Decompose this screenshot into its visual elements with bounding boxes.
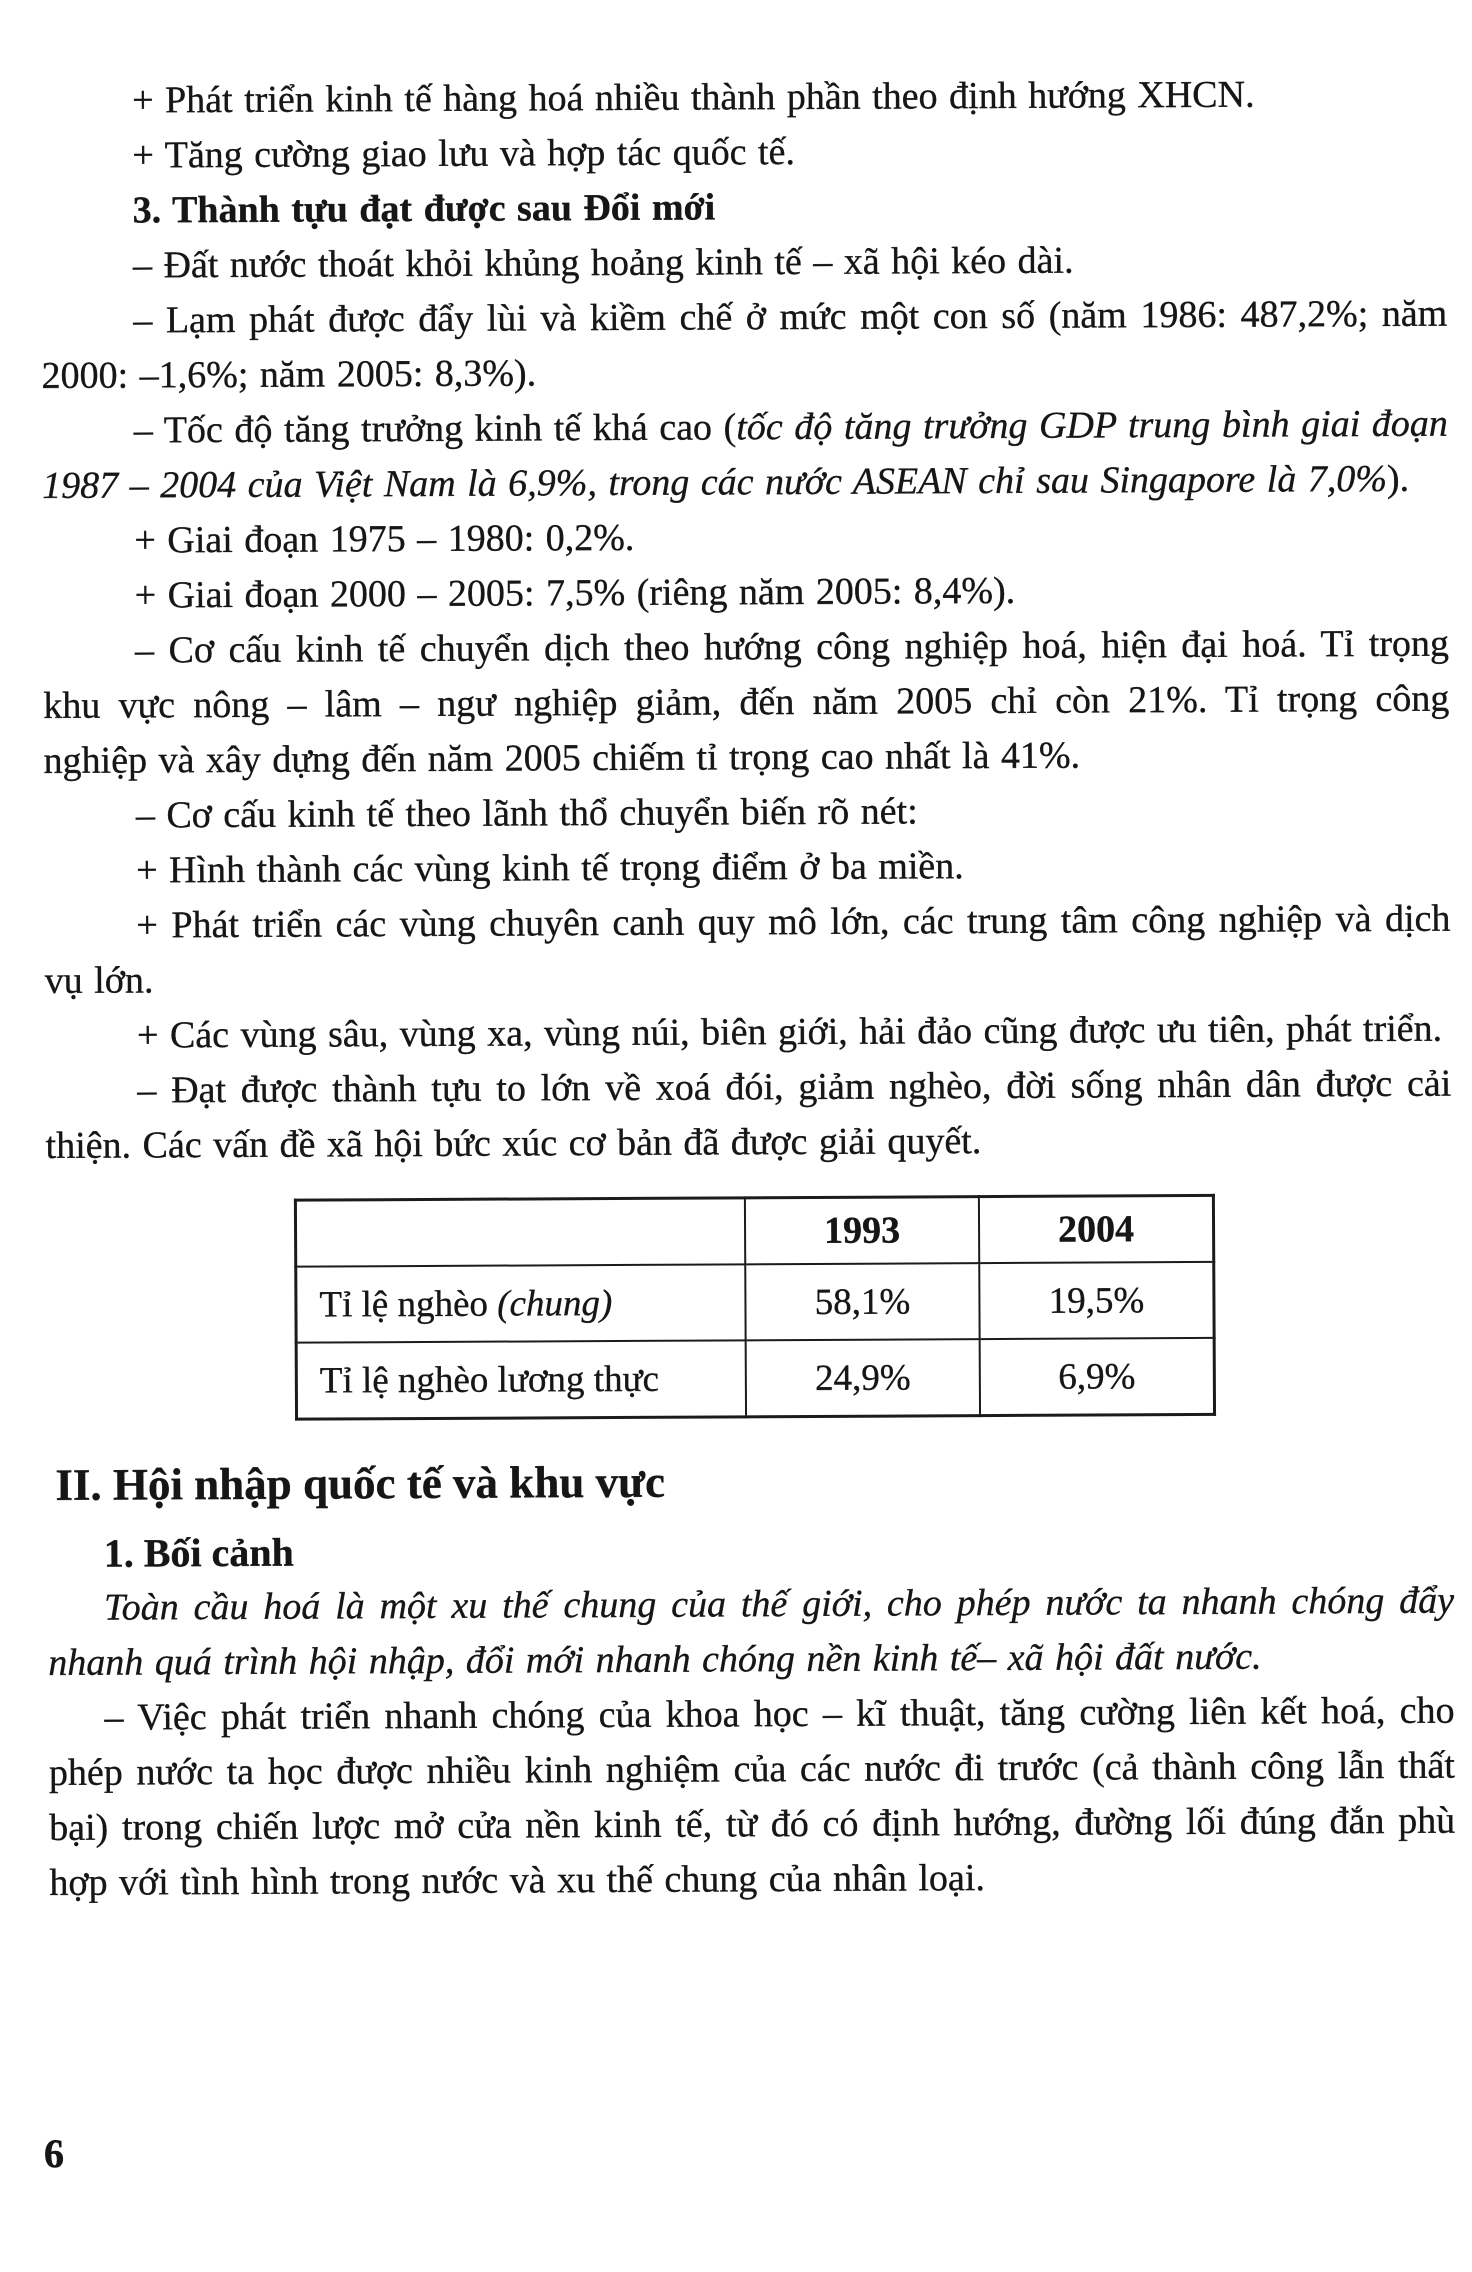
gdp-growth-detail: tốc độ tăng trưởng GDP trung bình giai đoạn 1987 – 2004 của Việt Nam là 6,9%, trong các nước ASEAN chỉ sau Singapore là 7,0% bbox=[42, 402, 1448, 507]
table-header-1993: 1993 bbox=[745, 1197, 979, 1265]
heading-achievements-after-doi-moi: 3. Thành tựu đạt được sau Đổi mới bbox=[132, 186, 716, 232]
bullet-period-1975-1980: + Giai đoạn 1975 – 1980: 0,2%. bbox=[134, 516, 635, 562]
row-label-poverty-general bbox=[296, 1264, 746, 1342]
table-row-poverty-food bbox=[296, 1338, 1214, 1419]
cell-food-1993: 24,9% bbox=[746, 1339, 980, 1417]
table-corner-cell bbox=[295, 1198, 745, 1267]
cell-general-2004: 19,5% bbox=[979, 1262, 1214, 1339]
bullet-period-2000-2005: + Giai đoạn 2000 – 2005: 7,5% (riêng năm 2005: 8,4%). bbox=[134, 569, 1016, 617]
para-inflation-control: – Lạm phát được đẩy lùi và kiềm chế ở mức một con số (năm 1986: 487,2%; năm 2000: –1,6%; năm 2005: 8,3%). bbox=[41, 292, 1448, 397]
row-label-text: Tỉ lệ nghèo bbox=[319, 1283, 498, 1326]
bullet-multi-sector-economy: + Phát triển kinh tế hàng hoá nhiều thành phần theo định hướng XHCN. bbox=[132, 73, 1255, 122]
bullet-international-cooperation: + Tăng cường giao lưu và hợp tác quốc tế. bbox=[132, 131, 796, 177]
heading-international-integration: II. Hội nhập quốc tế và khu vực bbox=[55, 1456, 666, 1510]
page-content bbox=[40, 67, 1456, 1911]
para-poverty-reduction: – Đạt được thành tựu to lớn về xoá đói, giảm nghèo, đời sống nhân dân được cải thiện. Các vấn đề xã hội bức xúc cơ bản đã được giải quyết. bbox=[45, 1062, 1452, 1167]
poverty-rate-table bbox=[294, 1194, 1216, 1421]
para-territorial-structure: – Cơ cấu kinh tế theo lãnh thổ chuyển biến rõ nét: bbox=[135, 790, 918, 837]
table-header-row bbox=[295, 1195, 1213, 1266]
page-number: 6 bbox=[44, 2131, 64, 2176]
gdp-growth-intro: – Tốc độ tăng trưởng kinh tế khá cao ( bbox=[133, 406, 737, 452]
bullet-key-economic-regions: + Hình thành các vùng kinh tế trọng điểm ở ba miền. bbox=[136, 845, 964, 892]
bullet-specialized-farming-zones: + Phát triển các vùng chuyên canh quy mô lớn, các trung tâm công nghiệp và dịch vụ lớn. bbox=[44, 897, 1451, 1002]
para-science-technology: – Việc phát triển nhanh chóng của khoa học – kĩ thuật, tăng cường liên kết hoá, cho phép nước ta học được nhiều kinh nghiệm của các nước đi trước (cả thành công lẫn thất bại) trong chiến lược mở cửa nền kinh tế, từ đó có định hướng, đường lối đúng đắn phù hợp với tình hình trong nước và xu thế chung của nhân loại. bbox=[48, 1689, 1456, 1904]
para-globalization: Toàn cầu hoá là một xu thế chung của thế giới, cho phép nước ta nhanh chóng đẩy nhanh quá trình hội nhập, đổi mới nhanh chóng nền kinh tế– xã hội đất nước. bbox=[48, 1579, 1455, 1684]
row-label-poverty-food: Tỉ lệ nghèo lương thực bbox=[296, 1340, 746, 1419]
row-label-note: (chung) bbox=[497, 1282, 613, 1325]
table-row-poverty-general bbox=[296, 1262, 1214, 1343]
para-crisis-escape: – Đất nước thoát khỏi khủng hoảng kinh tế – xã hội kéo dài. bbox=[132, 239, 1074, 287]
bullet-remote-areas-priority: + Các vùng sâu, vùng xa, vùng núi, biên giới, hải đảo cũng được ưu tiên, phát triển. bbox=[136, 1007, 1443, 1057]
cell-food-2004: 6,9% bbox=[980, 1338, 1215, 1416]
heading-context: 1. Bối cảnh bbox=[103, 1529, 294, 1576]
table-header-2004: 2004 bbox=[979, 1195, 1214, 1263]
cell-general-1993: 58,1% bbox=[745, 1263, 979, 1340]
gdp-growth-closing: ). bbox=[1386, 457, 1410, 500]
para-gdp-growth bbox=[42, 397, 1449, 514]
para-economic-structure-shift: – Cơ cấu kinh tế chuyển dịch theo hướng công nghiệp hoá, hiện đại hoá. Tỉ trọng khu vực nông – lâm – ngư nghiệp giảm, đến năm 2005 chỉ còn 21%. Tỉ trọng công nghiệp và xây dựng đến năm 2005 chiếm tỉ trọng cao nhất là 41%. bbox=[43, 622, 1450, 782]
